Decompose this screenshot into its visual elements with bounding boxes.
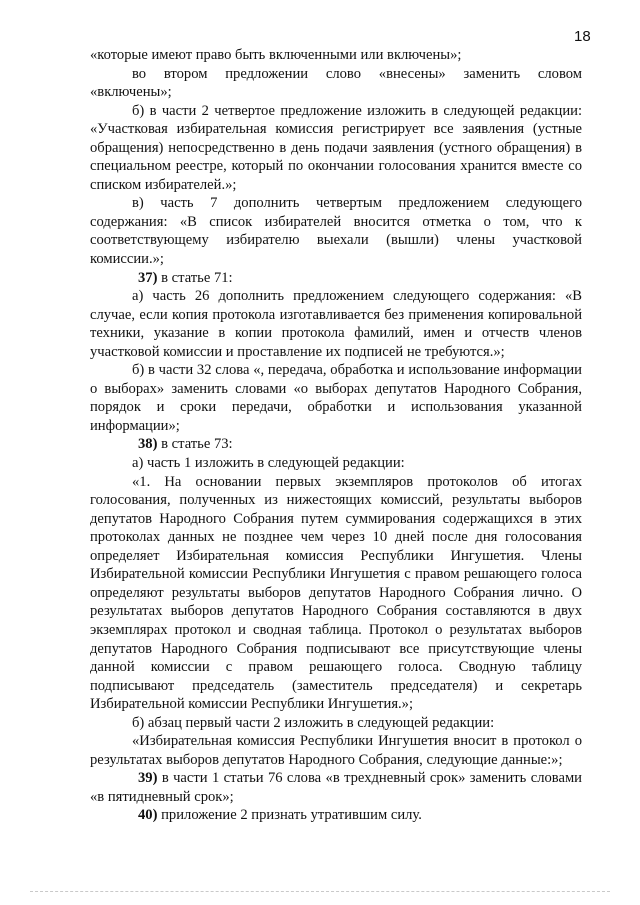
paragraph-text: в статье 73: <box>157 436 233 453</box>
paragraph: в) часть 7 дополнить четвертым предложением следующего содержания: «В список избирателей вносится отметка о том, что к соответствующему избирателю выехали (вышли) члены участковой комиссии.»; <box>90 195 582 268</box>
paragraph-text: в статье 71: <box>157 269 233 286</box>
paragraph: б) абзац первый части 2 изложить в следующей редакции: <box>132 714 495 731</box>
paragraph <box>90 806 582 825</box>
document-body <box>90 46 582 825</box>
paragraph: б) в части 32 слова «, передача, обработка и использование информации о выборах» заменить словами «о выборах депутатов Народного Собрания, порядок и сроки передачи, обработки и использования указанной информации»; <box>90 362 582 434</box>
paragraph: а) часть 1 изложить в следующей редакции: <box>132 455 405 472</box>
paragraph-text: в части 1 статьи 76 слова «в трехдневный срок» заменить словами «в пятидневный срок»; <box>90 770 582 805</box>
page-number: 18 <box>574 28 591 45</box>
paragraph: а) часть 26 дополнить предложением следующего содержания: «В случае, если копия протокола изготавливается без применения копировальной техники, указание в копии протокола фамилий, имен и отчеств членов участковой комиссии и проставление их подписей не требуются.»; <box>90 288 582 360</box>
scan-edge-line <box>30 891 610 893</box>
item-number: 40) <box>138 807 158 824</box>
paragraph: «которые имеют право быть включенными или включены»; <box>90 47 462 63</box>
item-number: 39) <box>138 770 158 787</box>
paragraph: «Избирательная комиссия Республики Ингушетия вносит в протокол о результатах выборов депутатов Народного Собрания, следующие данные:»; <box>90 733 582 768</box>
paragraph <box>90 435 582 454</box>
paragraph-text: приложение 2 признать утратившим силу. <box>157 807 422 824</box>
paragraph: «1. На основании первых экземпляров протоколов об итогах голосования, полученных из нижестоящих комиссий, результаты выборов депутатов Народного Собрания путем суммирования содержащихся в этих протоколах данных не позднее чем через 10 дней после дня голосования определяет Избирательная комиссия Республики Ингушетия. Члены Избирательной комиссии Республики Ингушетия с правом решающего голоса определяют результаты выборов депутатов Народного Собрания лично. О результатах выборов депутатов Народного Собрания составляются в двух экземплярах протокол и сводная таблица. Протокол о результатах выборов депутатов Народного Собрания подписывают все присутствующие члены данной комиссии с правом решающего голоса. Сводную таблицу подписывают председатель (заместитель председателя) и секретарь Избирательной комиссии Республики Ингушетия.»; <box>90 473 582 713</box>
paragraph: б) в части 2 четвертое предложение изложить в следующей редакции: «Участковая избирательная комиссия регистрирует все заявления (устные обращения) непосредственно в день подачи заявления (устного обращения) в специальном реестре, который по окончании голосования хранится вместе со списком избирателей.»; <box>90 102 582 193</box>
paragraph: во втором предложении слово «внесены» заменить словом «включены»; <box>90 65 582 101</box>
item-number: 38) <box>138 436 158 453</box>
item-number: 37) <box>138 269 158 286</box>
paragraph <box>90 269 582 288</box>
paragraph <box>90 769 582 806</box>
